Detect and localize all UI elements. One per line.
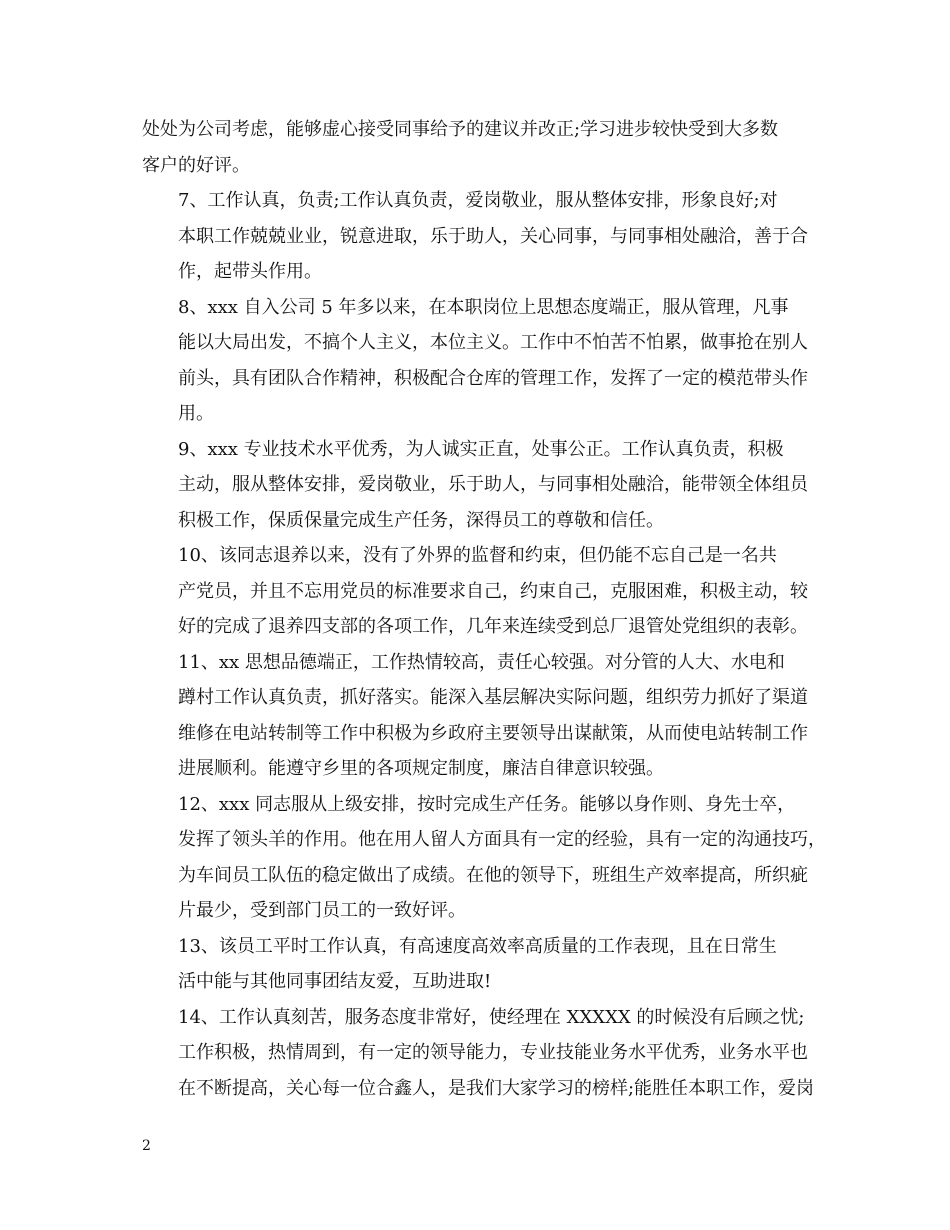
paragraph-item-12 xyxy=(142,787,826,929)
text-line: 进展顺利。能遵守乡里的各项规定制度，廉洁自律意识较强。 xyxy=(178,758,664,779)
text-line: 14、工作认真刻苦，服务态度非常好，使经理在 XXXXX 的时候没有后顾之忧; xyxy=(178,1006,805,1028)
text-line: 在不断提高，关心每一位合鑫人，是我们大家学习的榜样;能胜任本职工作，爱岗 xyxy=(178,1077,815,1099)
text-line: 8、xxx 自入公司 5 年多以来，在本职岗位上思想态度端正，服从管理，凡事 xyxy=(178,296,789,318)
text-line: 主动，服从整体安排，爱岗敬业，乐于助人，与同事相处融洽，能带领全体组员 xyxy=(178,474,808,495)
paragraph-item-7 xyxy=(142,183,810,290)
paragraph-item-8 xyxy=(142,290,810,432)
paragraph-item-14 xyxy=(142,1000,815,1107)
text-line: 前头，具有团队合作精神，积极配合仓库的管理工作，发挥了一定的模范带头作 xyxy=(178,367,808,389)
text-line: 13、该员工平时工作认真，有高速度高效率高质量的工作表现，且在日常生 xyxy=(178,935,777,957)
paragraph-item-9 xyxy=(142,432,810,539)
text-line: 活中能与其他同事团结友爱，互助进取! xyxy=(178,971,492,992)
text-line: 维修在电站转制等工作中积极为乡政府主要领导出谋献策，从而使电站转制工作 xyxy=(178,722,808,744)
text-line: 好的完成了退养四支部的各项工作，几年来连续受到总厂退管处党组织的表彰。 xyxy=(178,616,808,637)
paragraph-item-10 xyxy=(142,538,810,645)
text-line: 蹲村工作认真负责，抓好落实。能深入基层解决实际问题，组织劳力抓好了渠道 xyxy=(178,687,808,708)
text-line: 为车间员工队伍的稳定做出了成绩。在他的领导下，班组生产效率提高，所织疵 xyxy=(178,864,808,886)
text-line: 能以大局出发，不搞个人主义，本位主义。工作中不怕苦不怕累，做事抢在别人 xyxy=(178,332,808,353)
text-line: 10、该同志退养以来，没有了外界的监督和约束，但仍能不忘自己是一名共 xyxy=(178,545,777,566)
text-line: 作，起带头作用。 xyxy=(178,261,322,282)
text-line: 工作积极，热情周到，有一定的领导能力，专业技能业务水平优秀，业务水平也 xyxy=(178,1042,808,1063)
text-line: 产党员，并且不忘用党员的标准要求自己，约束自己，克服困难，积极主动，较 xyxy=(178,580,808,602)
text-line: 客户的好评。 xyxy=(142,154,250,176)
paragraph-item-11 xyxy=(142,645,810,787)
text-line: 发挥了领头羊的作用。他在用人留人方面具有一定的经验，具有一定的沟通技巧， xyxy=(178,829,826,850)
paragraph-1 xyxy=(142,112,810,183)
text-line: 本职工作兢兢业业，锐意进取，乐于助人，关心同事，与同事相处融洽，善于合 xyxy=(178,225,808,247)
text-line: 处处为公司考虑，能够虚心接受同事给予的建议并改正;学习进步较快受到大多数 xyxy=(142,119,779,140)
text-line: 12、xxx 同志服从上级安排，按时完成生产任务。能够以身作则、身先士卒， xyxy=(178,793,796,815)
document-body xyxy=(142,112,826,1106)
text-line: 片最少，受到部门员工的一致好评。 xyxy=(178,900,466,921)
text-line: 积极工作，保质保量完成生产任务，深得员工的尊敬和信任。 xyxy=(178,509,664,531)
text-line: 9、xxx 专业技术水平优秀，为人诚实正直，处事公正。工作认真负责，积极 xyxy=(178,438,784,460)
paragraph-item-13 xyxy=(142,929,810,1000)
text-line: 7、工作认真，负责;工作认真负责，爱岗敬业，服从整体安排，形象良好;对 xyxy=(178,190,778,211)
text-line: 用。 xyxy=(178,403,214,424)
page-number: 2 xyxy=(142,1138,151,1154)
text-line: 11、xx 思想品德端正，工作热情较高，责任心较强。对分管的人大、水电和 xyxy=(178,651,785,673)
